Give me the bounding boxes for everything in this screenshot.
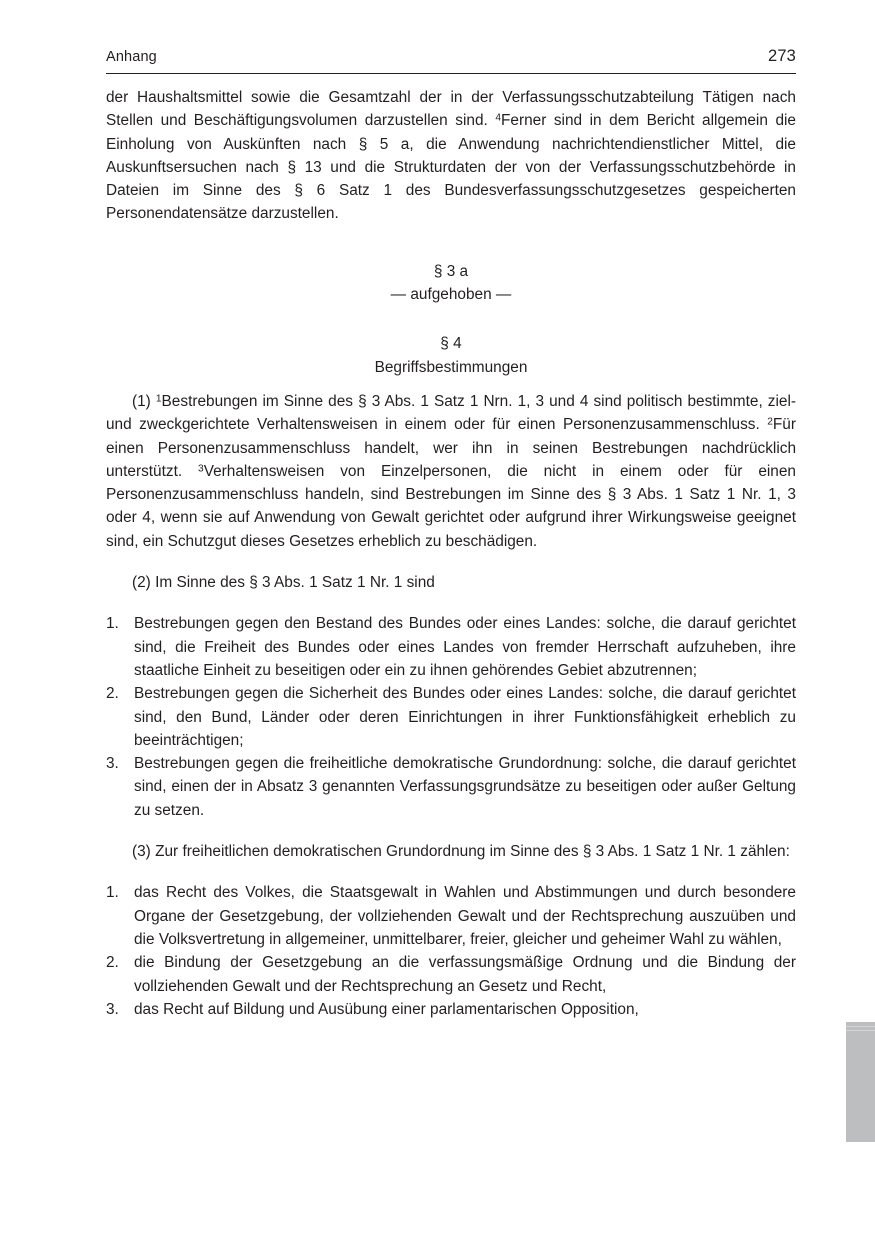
list-item-marker: 3. (106, 1000, 119, 1018)
paragraph-continued-part2: Ferner sind in dem Bericht allgemein die Einholung von Auskünften nach § 5 a, die Anwendung nachrichtendienstlicher Mittel, die Auskunftsersuchen nach § 13 und die Strukturdaten der von der Verfassungsschutzbehörde in Dateien im Sinne des § 6 Satz 1 des Bundesverfassungsschutzgesetzes gespeicherten Personendatensätze darzustellen. (106, 112, 796, 223)
sentence-marker-3: 3 (198, 463, 204, 475)
running-head-title: Anhang (106, 49, 157, 65)
paragraph-continued-part1: der Haushaltsmittel sowie die Gesamtzahl der in der Verfassungsschutzabteilung Tätigen nach Stellen und Beschäftigungsvolumen darzustellen sind. (106, 89, 796, 130)
spacer (106, 594, 796, 612)
sentence-marker-1: 1 (155, 393, 162, 405)
absatz-2-intro: (2) Im Sinne des § 3 Abs. 1 Satz 1 Nr. 1 sind (132, 574, 435, 592)
absatz-1-sentence-3: Verhaltensweisen von Einzelpersonen, die nicht in einem oder für einen Personenzusammenschluss handeln, sind Bestrebungen im Sinne des § 3 Abs. 1 Satz 1 Nr. 1, 3 oder 4, wenn sie auf Anwendung von Gewalt gerichtet oder aufgrund ihrer Wirkungsweise geeignet sind, ein Schutzgut dieses Gesetzes erheblich zu beschädigen. (106, 462, 796, 550)
thumb-tab-line (846, 1030, 875, 1031)
page-number: 273 (768, 47, 796, 65)
list-item (106, 612, 796, 682)
spacer (106, 863, 796, 881)
list-item (106, 881, 796, 951)
spacer (106, 306, 796, 332)
list-item-marker: 1. (106, 884, 119, 902)
sentence-marker-2: 2 (767, 416, 773, 428)
spacer (106, 226, 796, 260)
section-4-number: § 4 (440, 335, 462, 353)
list-item-marker: 1. (106, 615, 119, 633)
list-item-text: Bestrebungen gegen die freiheitliche demokratische Grundordnung: solche, die darauf gerichtet sind, einen der in Absatz 3 genannten Verfassungsgrundsätze zu beseitigen oder außer Geltung zu setzen. (134, 755, 796, 819)
list-item (106, 998, 796, 1021)
list-item (106, 951, 796, 998)
absatz-3-list (106, 881, 796, 1021)
absatz-3-intro: (3) Zur freiheitlichen demokratischen Grundordnung im Sinne des § 3 Abs. 1 Satz 1 Nr. 1 zählen: (132, 843, 790, 861)
absatz-1-sentence-1: Bestrebungen im Sinne des § 3 Abs. 1 Satz 1 Nrn. 1, 3 und 4 sind politisch bestimmte, ziel- und zweckgerichtete Verhaltensweisen in einem oder für einen Personenzusammenschluss. (106, 392, 797, 434)
absatz-1-sentence-2: Für einen Personenzusammenschluss handelt, wer ihn in seinen Bestrebungen nachdrücklich unterstützt. (106, 416, 796, 480)
thumb-index-tab (846, 1022, 875, 1142)
absatz-1-label: (1) (132, 392, 156, 410)
spacer (106, 379, 796, 390)
section-heading-4 (106, 332, 796, 379)
list-item-text: das Recht auf Bildung und Ausübung einer parlamentarischen Opposition, (134, 1000, 639, 1018)
list-item (106, 682, 796, 752)
running-head (106, 47, 796, 66)
section-4-title: Begriffsbestimmungen (374, 358, 528, 376)
section-3a-number: § 3 a (433, 262, 469, 280)
page-content (106, 86, 796, 1021)
sentence-marker-4: 4 (495, 112, 501, 124)
spacer (106, 553, 796, 571)
absatz-1-paragraph (106, 390, 796, 553)
list-item-text: das Recht des Volkes, die Staatsgewalt in Wahlen und Abstimmungen und durch besondere Organe der Gesetzgebung, der vollziehenden Gewalt und der Rechtsprechung auszuüben und die Volksvertretung in allgemeiner, unmittelbarer, freier, gleicher und geheimer Wahl zu wählen, (134, 884, 796, 948)
section-3a-title: — aufgehoben — (390, 286, 512, 304)
section-heading-3a (106, 260, 796, 307)
spacer (106, 822, 796, 840)
list-item-text: Bestrebungen gegen den Bestand des Bundes oder eines Landes: solche, die darauf gerichtet sind, die Freiheit des Bundes oder eines Landes von fremder Herrschaft aufzuheben, ihre staatliche Einheit zu beseitigen oder ein zu ihnen gehörendes Gebiet abzutrennen; (134, 615, 796, 679)
list-item-marker: 3. (106, 755, 119, 773)
list-item-text: Bestrebungen gegen die Sicherheit des Bundes oder eines Landes: solche, die darauf gerichtet sind, den Bund, Länder oder deren Einrichtungen in ihrer Funktionsfähigkeit erheblich zu beeinträchtigen; (134, 685, 796, 749)
list-item-text: die Bindung der Gesetzgebung an die verfassungsmäßige Ordnung und die Bindung der vollziehenden Gewalt und der Rechtsprechung an Gesetz und Recht, (134, 954, 796, 995)
paragraph-continued (106, 86, 796, 226)
header-rule (106, 73, 796, 74)
list-item-marker: 2. (106, 685, 119, 703)
absatz-2-list (106, 612, 796, 822)
list-item-marker: 2. (106, 954, 119, 972)
list-item (106, 752, 796, 822)
thumb-tab-line (846, 1026, 875, 1027)
